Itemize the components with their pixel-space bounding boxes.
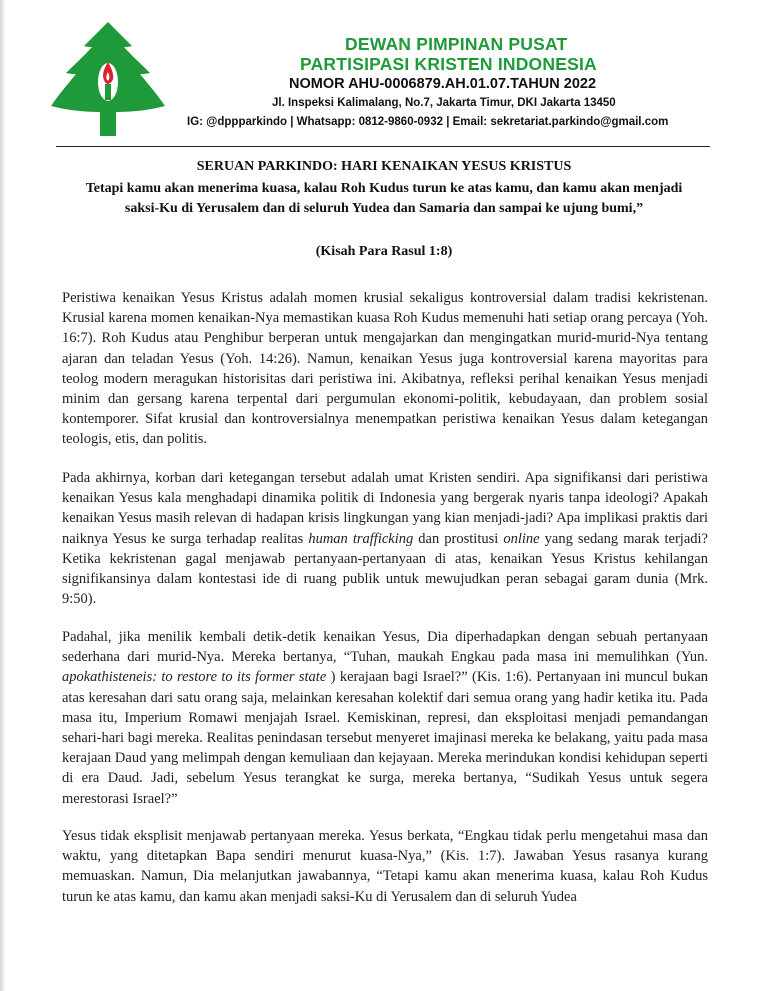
paragraph-2-text-a: Pada akhirnya, korban dari ketegangan tersebut adalah umat Kristen sendiri. Apa signifikansi dari peristiwa kenaikan Yesus kala menghadapi dinamika politik di Indonesia yang bergerak nyaris tanpa ideologi? Apakah kenaikan Yesus masih relevan di hadapan krisis lingkungan yang kian menjadi-jadi? Apa implikasi praktis dari naiknya Yesus ke surga terhadap realitas (62, 470, 708, 547)
paragraph-3-text-a: Padahal, jika menilik kembali detik-detik kenaikan Yesus, Dia diperhadapkan dengan sebuah pertanyaan sederhana dari murid-Nya. Mereka bertanya, “Tuhan, maukah Engkau pada masa ini memulihkan (Yun. (62, 629, 708, 666)
paragraph-2-italic-2: online (503, 530, 540, 547)
header-divider (56, 146, 710, 147)
contact-line: IG: @dppparkindo | Whatsapp: 0812-9860-0932 | Email: sekretariat.parkindo@gmail.com (187, 116, 669, 128)
registration-number: NOMOR AHU-0006879.AH.01.07.TAHUN 2022 (289, 76, 597, 92)
verse-reference: (Kisah Para Rasul 1:8) (315, 244, 453, 259)
paragraph-3-text-b: ) kerajaan bagi Israel?” (Kis. 1:6). Pertanyaan ini muncul bukan atas keresahan dari satu orang saja, melainkan keresahan kolektif dari semua orang yang hadir ketika itu. Pada masa itu, Imperium Romawi menjajah Israel. Kemiskinan, represi, dan eksploitasi menjadi pemandangan sehari-hari bagi mereka. Realitas penindasan tersebut menyeret imajinasi mereka ke belakang, yaitu pada masa kerajaan Daud yang melimpah dengan kemuliaan dan kejayaan. Mereka merindukan kondisi kehidupan seperti di era Daud. Jadi, sebelum Yesus terangkat ke surga, mereka bertanya, “Sudikah Yesus untuk segera merestorasi Israel?” (62, 669, 709, 807)
page-edge-shadow (0, 0, 6, 991)
paragraph-4: Yesus tidak eksplisit menjawab pertanyaan mereka. Yesus berkata, “Engkau tidak perlu mengetahui masa dan waktu, yang ditetapkan Bapa sendiri menurut kuasa-Nya,” (Kis. 1:7). Jawaban Yesus rasanya kurang memuaskan. Namun, Dia melanjutkan jawabannya, “Tetapi kamu akan menerima kuasa, kalau Roh Kudus turun ke atas kamu, dan kamu akan menjadi saksi-Ku di Yerusalem dan di seluruh Yudea (62, 828, 708, 905)
opening-verse: Tetapi kamu akan menerima kuasa, kalau Roh Kudus turun ke atas kamu, dan kamu akan menjadi saksi-Ku di Yerusalem dan di seluruh Yudea dan Samaria dan sampai ke ujung bumi,” (85, 181, 683, 216)
paragraph-2-text-b: dan prostitusi (413, 530, 504, 547)
org-name-line2: PARTISIPASI KRISTEN INDONESIA (300, 54, 597, 74)
org-name-line1: DEWAN PIMPINAN PUSAT (345, 34, 568, 54)
paragraph-2-text-c: yang sedang marak terjadi? Ketika kekristenan gagal menjawab pertanyaan-pertanyaan di atas, kenaikan Yesus Kristus kehilangan signifikansinya dalam kontestasi ide di ruang publik untuk mewujudkan peran sebagai garam dunia (Mrk. 9:50). (62, 530, 708, 608)
document-title: SERUAN PARKINDO: HARI KENAIKAN YESUS KRISTUS (196, 159, 572, 174)
paragraph-3-italic: apokathisteneis: to restore to its former state (62, 669, 327, 686)
paragraph-3 (62, 627, 708, 809)
address-line: Jl. Inspeksi Kalimalang, No.7, Jakarta Timur, DKI Jakarta 13450 (272, 97, 616, 109)
paragraph-2 (62, 468, 708, 609)
paragraph-1: Peristiwa kenaikan Yesus Kristus adalah momen krusial sekaligus kontroversial dalam tradisi kekristenan. Krusial karena momen kenaikan-Nya memastikan kuasa Roh Kudus memenuhi hati setiap orang percaya (Yoh. 16:7). Roh Kudus atau Penghibur berperan untuk mengajarkan dan mengingatkan murid-murid-Nya tentang ajaran dan teladan Yesus (Yoh. 14:26). Namun, kenaikan Yesus juga kontroversial karena mayoritas para teolog modern meragukan historisitas dari peristiwa ini. Akibatnya, refleksi perihal kenaikan Yesus menjadi minim dan gersang karena terpental dari pergumulan ekonomi-politik, kebudayaan, dan problem sosial kontemporer. Sifat krusial dan kontroversialnya menempatkan peristiwa kenaikan Yesus dalam ketegangan teologis, etis, dan politis. (62, 290, 708, 448)
paragraph-2-italic-1: human trafficking (308, 530, 414, 547)
christmas-tree-candle-logo-icon (48, 20, 168, 140)
